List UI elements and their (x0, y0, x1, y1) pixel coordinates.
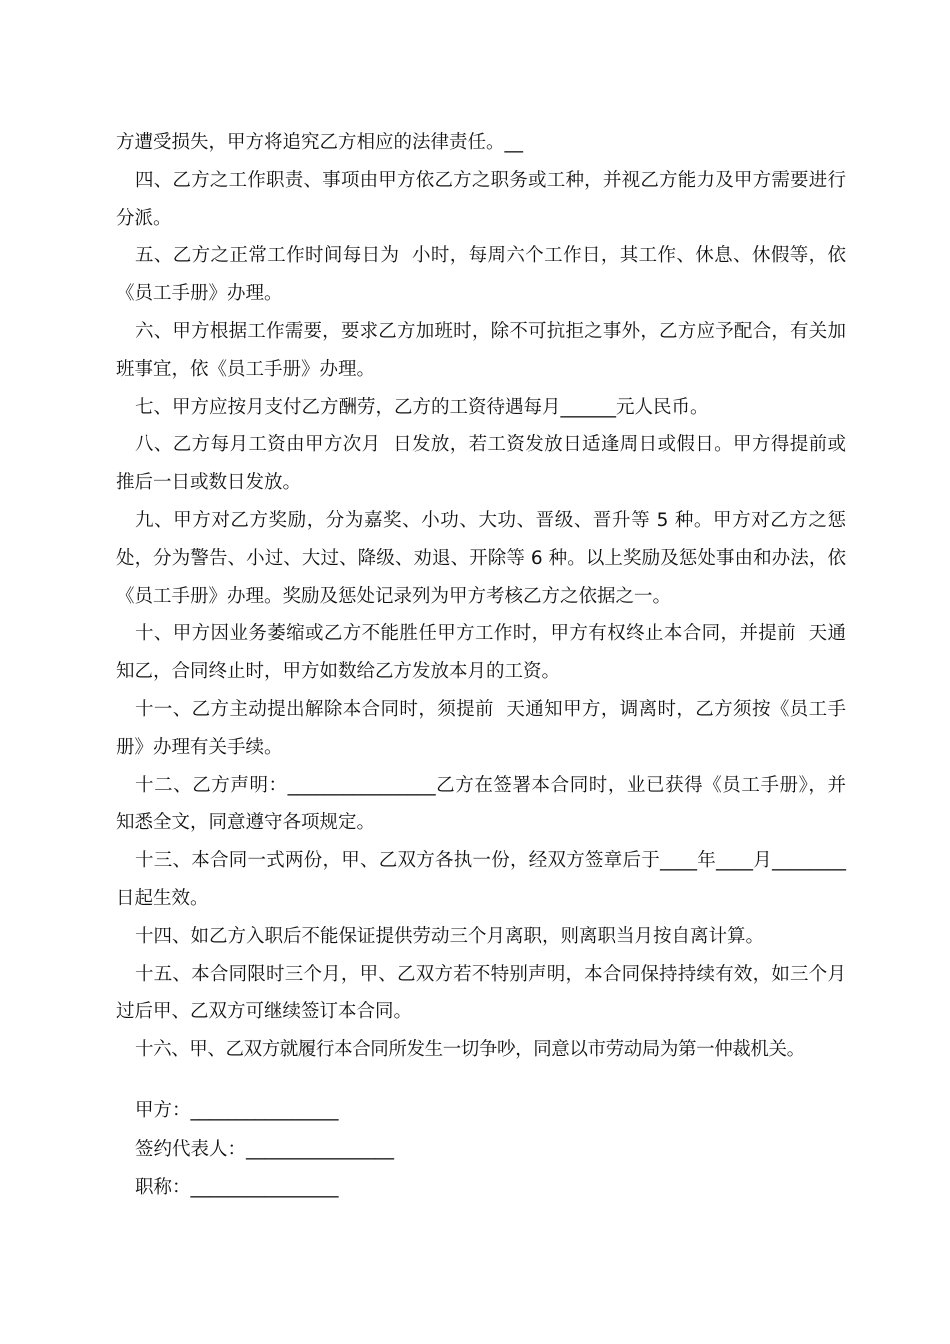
clause-continuation: 方遭受损失，甲方将追究乙方相应的法律责任。__ (116, 132, 524, 153)
job-title-line: 职称：________________ (135, 1177, 339, 1198)
clause-8: 八、乙方每月工资由甲方次月 日发放，若工资发放日适逢周日或假日。甲方得提前或推后一日或数日发放。 (116, 434, 846, 494)
clause-11: 十一、乙方主动提出解除本合同时，须提前 天通知甲方，调离时，乙方须按《员工手册》办理有关手续。 (116, 698, 846, 758)
clause-13: 十三、本合同一式两份，甲、乙双方各执一份，经双方签章后于____年____月________日起生效。 (116, 850, 846, 909)
clause-6: 六、甲方根据工作需要，要求乙方加班时，除不可抗拒之事外，乙方应予配合，有关加班事宜，依《员工手册》办理。 (116, 320, 846, 380)
clause-7: 七、甲方应按月支付乙方酬劳，乙方的工资待遇每月______元人民币。 (135, 396, 709, 418)
signature-block (135, 1092, 535, 1208)
party-a-signature-line: 甲方：________________ (135, 1100, 339, 1121)
clause-9: 九、甲方对乙方奖励，分为嘉奖、小功、大功、晋级、晋升等 5 种。甲方对乙方之惩处，分为警告、小过、大过、降级、劝退、开除等 6 种。以上奖励及惩处事由和办法，依《员工手册》办理。奖励及惩处记录列为甲方考核乙方之依据之一。 (116, 509, 846, 607)
clause-12: 十二、乙方声明：________________乙方在签署本合同时，业已获得《员工手册》，并知悉全文，同意遵守各项规定。 (116, 774, 846, 834)
clause-4: 四、乙方之工作职责、事项由甲方依乙方之职务或工种，并视乙方能力及甲方需要进行分派。 (116, 169, 846, 229)
representative-signature-line: 签约代表人：________________ (135, 1138, 395, 1160)
clause-15: 十五、本合同限时三个月，甲、乙双方若不特别声明，本合同保持持续有效，如三个月过后甲、乙双方可继续签订本合同。 (116, 963, 846, 1023)
clause-5: 五、乙方之正常工作时间每日为 小时，每周六个工作日，其工作、休息、休假等，依《员工手册》办理。 (116, 245, 846, 305)
clause-14: 十四、如乙方入职后不能保证提供劳动三个月离职，则离职当月按自离计算。 (135, 925, 765, 947)
clause-10: 十、甲方因业务萎缩或乙方不能胜任甲方工作时，甲方有权终止本合同，并提前 天通知乙，合同终止时，甲方如数给乙方发放本月的工资。 (116, 623, 846, 683)
clause-16: 十六、甲、乙双方就履行本合同所发生一切争吵，同意以市劳动局为第一仲裁机关。 (135, 1039, 805, 1061)
contract-body (116, 124, 846, 1069)
